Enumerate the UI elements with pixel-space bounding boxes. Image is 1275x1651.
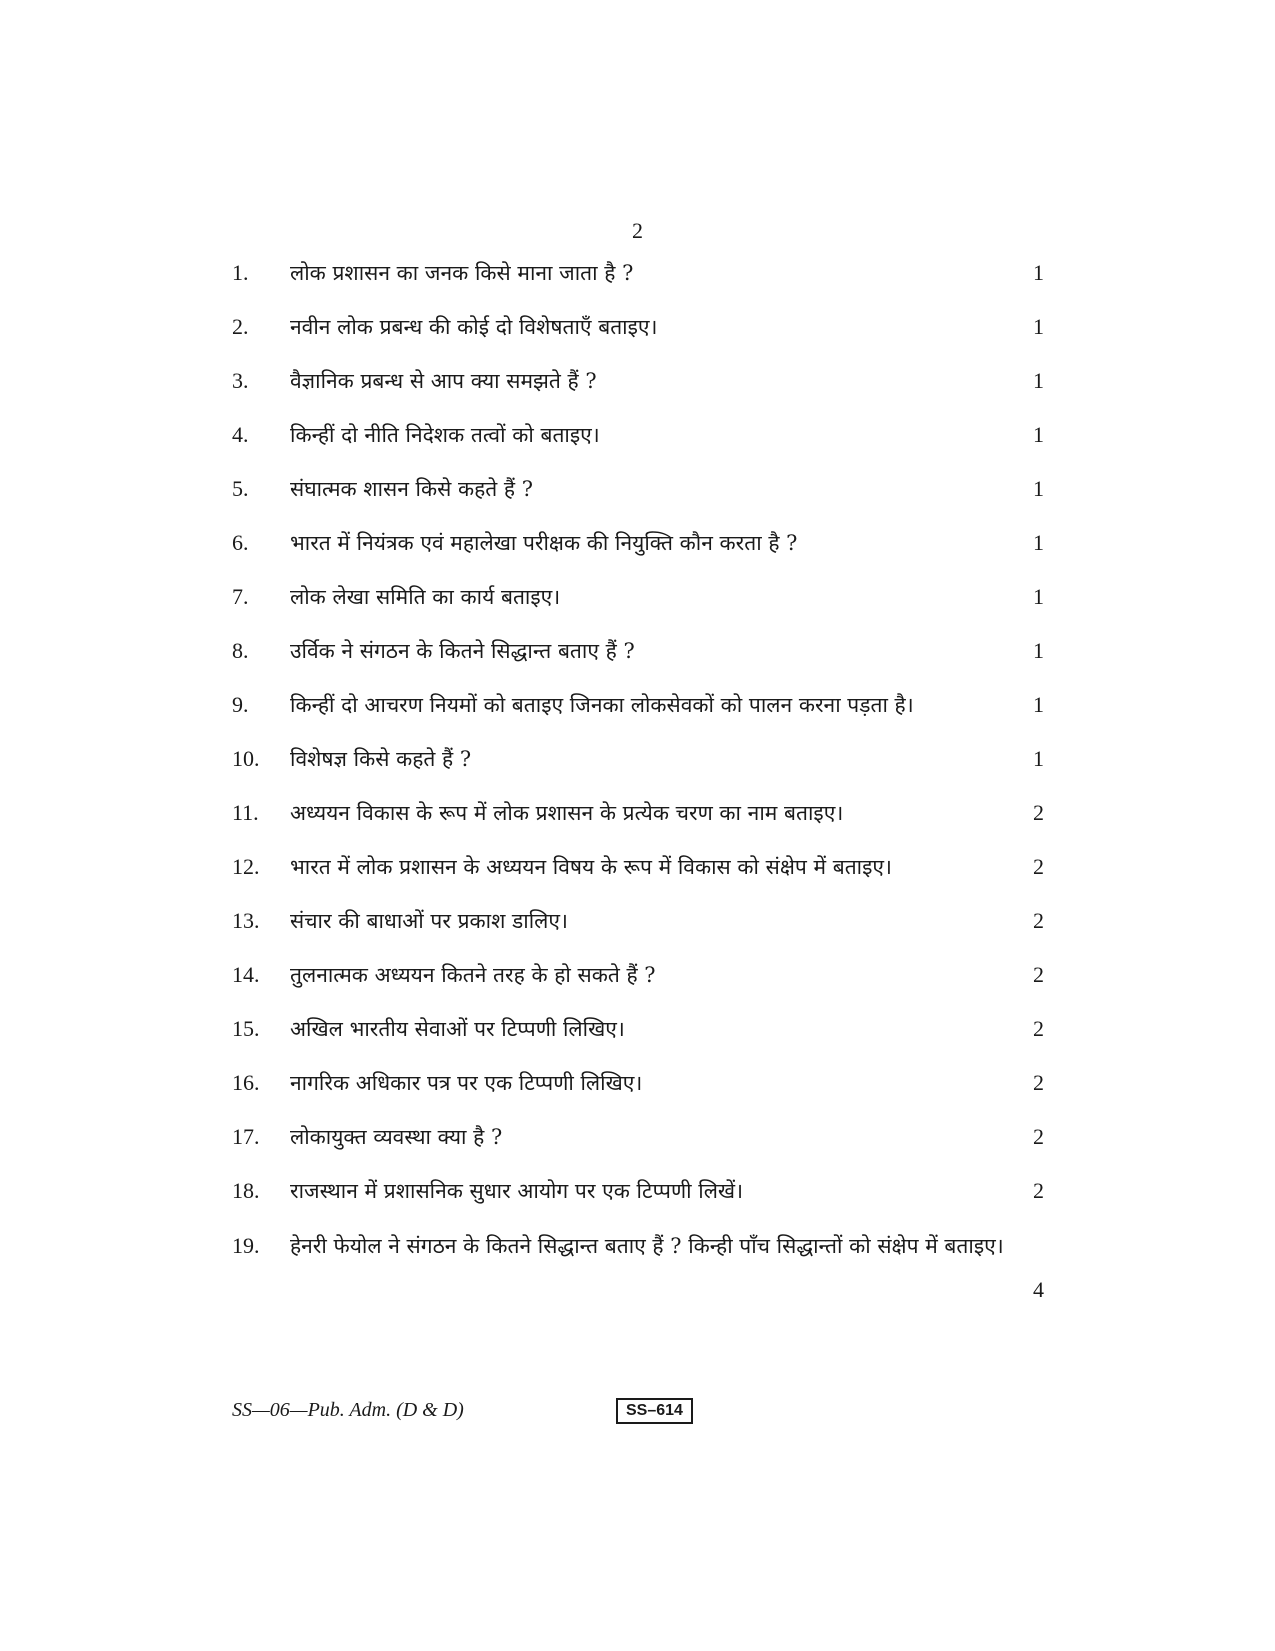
question-marks: 2 — [1033, 962, 1044, 987]
question-marks: 2 — [1033, 1070, 1044, 1095]
footer-paper-code: SS—06—Pub. Adm. (D & D) — [232, 1399, 464, 1421]
question-marks: 1 — [1033, 692, 1044, 717]
question-marks: 2 — [1033, 1016, 1044, 1041]
question-number: 3. — [232, 368, 249, 393]
question-marks: 2 — [1033, 854, 1044, 879]
question-marks: 4 — [1033, 1277, 1044, 1302]
question-marks: 1 — [1033, 260, 1044, 285]
question-marks: 1 — [1033, 314, 1044, 339]
question-marks: 2 — [1033, 1178, 1044, 1203]
question-number: 17. — [232, 1124, 260, 1149]
question-text: भारत में लोक प्रशासन के अध्ययन विषय के रूप में विकास को संक्षेप में बताइए। — [290, 855, 893, 879]
question-marks: 1 — [1033, 476, 1044, 501]
question-number: 12. — [232, 854, 260, 879]
question-text: किन्हीं दो नीति निदेशक तत्वों को बताइए। — [290, 423, 600, 447]
question-text: नवीन लोक प्रबन्ध की कोई दो विशेषताएँ बताइए। — [290, 315, 658, 339]
question-number: 5. — [232, 476, 249, 501]
question-number: 19. — [232, 1233, 260, 1258]
question-number: 6. — [232, 530, 249, 555]
question-text: लोकायुक्त व्यवस्था क्या है ? — [290, 1125, 503, 1149]
page-number: 2 — [632, 218, 643, 243]
question-marks: 2 — [1033, 800, 1044, 825]
question-text: विशेषज्ञ किसे कहते हैं ? — [290, 747, 472, 771]
question-number: 11. — [232, 800, 259, 825]
question-number: 4. — [232, 422, 249, 447]
question-text: उर्विक ने संगठन के कितने सिद्धान्त बताए हैं ? — [290, 639, 635, 663]
question-text: लोक लेखा समिति का कार्य बताइए। — [290, 585, 561, 609]
question-text: भारत में नियंत्रक एवं महालेखा परीक्षक की नियुक्ति कौन करता है ? — [290, 531, 798, 555]
question-text: अखिल भारतीय सेवाओं पर टिप्पणी लिखिए। — [290, 1017, 625, 1041]
question-text: हेनरी फेयोल ने संगठन के कितने सिद्धान्त बताए हैं ? किन्ही पाँच सिद्धान्तों को संक्षेप में बताइए। — [290, 1234, 1004, 1258]
question-text: नागरिक अधिकार पत्र पर एक टिप्पणी लिखिए। — [290, 1071, 643, 1095]
question-number: 8. — [232, 638, 249, 663]
question-number: 16. — [232, 1070, 260, 1095]
question-number: 13. — [232, 908, 260, 933]
footer-paper-badge: SS–614 — [616, 1398, 693, 1424]
question-marks: 2 — [1033, 908, 1044, 933]
question-marks: 1 — [1033, 638, 1044, 663]
question-text: तुलनात्मक अध्ययन कितने तरह के हो सकते हैं ? — [290, 963, 656, 987]
question-number: 9. — [232, 692, 249, 717]
question-number: 10. — [232, 746, 260, 771]
question-marks: 1 — [1033, 422, 1044, 447]
question-marks: 1 — [1033, 368, 1044, 393]
question-text: किन्हीं दो आचरण नियमों को बताइए जिनका लोकसेवकों को पालन करना पड़ता है। — [290, 693, 914, 717]
question-marks: 2 — [1033, 1124, 1044, 1149]
question-number: 2. — [232, 314, 249, 339]
question-marks: 1 — [1033, 746, 1044, 771]
question-number: 18. — [232, 1178, 260, 1203]
question-text: लोक प्रशासन का जनक किसे माना जाता है ? — [290, 261, 634, 285]
question-number: 14. — [232, 962, 260, 987]
question-text: वैज्ञानिक प्रबन्ध से आप क्या समझते हैं ? — [290, 369, 597, 393]
question-number: 7. — [232, 584, 249, 609]
question-marks: 1 — [1033, 530, 1044, 555]
question-text: अध्ययन विकास के रूप में लोक प्रशासन के प्रत्येक चरण का नाम बताइए। — [290, 801, 844, 825]
question-number: 1. — [232, 260, 249, 285]
question-text: राजस्थान में प्रशासनिक सुधार आयोग पर एक टिप्पणी लिखें। — [290, 1179, 744, 1203]
question-marks: 1 — [1033, 584, 1044, 609]
question-text: संचार की बाधाओं पर प्रकाश डालिए। — [290, 909, 568, 933]
question-text: संघात्मक शासन किसे कहते हैं ? — [290, 477, 534, 501]
question-number: 15. — [232, 1016, 260, 1041]
